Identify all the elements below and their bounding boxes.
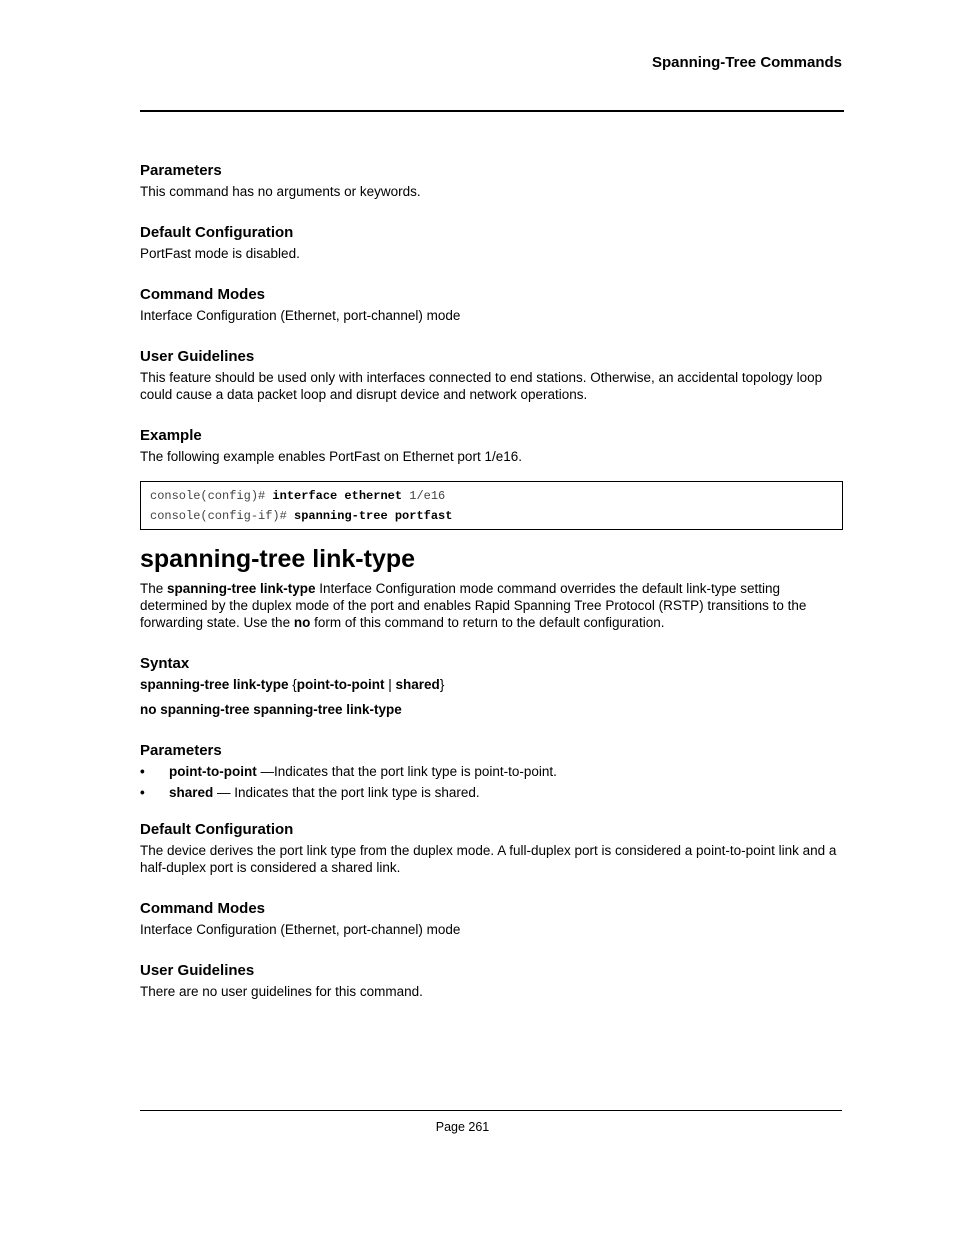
section-heading: Example bbox=[140, 427, 202, 444]
parameter-term: point-to-point bbox=[169, 764, 257, 779]
section-heading: Syntax bbox=[140, 655, 190, 672]
syntax-option: point-to-point bbox=[296, 677, 385, 692]
syntax-brace: } bbox=[439, 677, 445, 692]
parameter-desc: —Indicates that the port link type is point-to-point. bbox=[256, 764, 557, 779]
section-heading: Default Configuration bbox=[140, 224, 294, 241]
section-heading: Parameters bbox=[140, 162, 222, 179]
section-heading: Parameters bbox=[140, 742, 222, 759]
portfast-default-section bbox=[140, 224, 843, 262]
code-prompt: console(config-if)# bbox=[150, 509, 295, 523]
section-heading: User Guidelines bbox=[140, 348, 255, 365]
syntax-line bbox=[140, 676, 843, 693]
syntax-section bbox=[140, 655, 843, 718]
section-text: The following example enables PortFast on Ethernet port 1/e16. bbox=[140, 449, 522, 464]
intro-text: form of this command to return to the default configuration. bbox=[310, 615, 665, 630]
section-text: This feature should be used only with interfaces connected to end stations. Otherwise, an accidental topology loop could cause a data packet loop and disrupt device and network operations. bbox=[140, 370, 823, 402]
bullet-icon: • bbox=[140, 785, 145, 800]
section-text: Interface Configuration (Ethernet, port-channel) mode bbox=[140, 308, 461, 323]
linktype-guidelines-section bbox=[140, 962, 843, 1000]
command-title: spanning-tree link-type bbox=[140, 545, 416, 573]
syntax-separator: | bbox=[384, 677, 396, 692]
intro-text: The bbox=[140, 581, 168, 596]
section-heading: Default Configuration bbox=[140, 821, 294, 838]
syntax-option: shared bbox=[395, 677, 440, 692]
code-line bbox=[150, 506, 833, 526]
portfast-parameters-section bbox=[140, 162, 843, 200]
parameter-list bbox=[140, 763, 843, 801]
code-command: interface ethernet bbox=[272, 489, 403, 503]
section-heading: Command Modes bbox=[140, 286, 266, 303]
syntax-command: spanning-tree link-type bbox=[140, 677, 289, 692]
linktype-modes-section bbox=[140, 900, 843, 938]
header-divider bbox=[140, 110, 844, 112]
command-intro bbox=[140, 580, 843, 631]
code-prompt: console(config)# bbox=[150, 489, 273, 503]
page-content bbox=[140, 162, 843, 1024]
section-heading: User Guidelines bbox=[140, 962, 255, 979]
syntax-no-line: no spanning-tree spanning-tree link-type bbox=[140, 702, 402, 717]
page-number: Page 261 bbox=[435, 1120, 490, 1134]
intro-command: spanning-tree link-type bbox=[167, 581, 316, 596]
section-text: The device derives the port link type from the duplex mode. A full-duplex port is considered a point-to-point link and a half-duplex port is considered a shared link. bbox=[140, 843, 837, 875]
parameter-desc: — Indicates that the port link type is shared. bbox=[213, 785, 480, 800]
parameter-term: shared bbox=[169, 785, 214, 800]
intro-no-keyword: no bbox=[293, 615, 311, 630]
bullet-icon: • bbox=[140, 764, 145, 779]
code-line bbox=[150, 486, 833, 506]
section-heading: Command Modes bbox=[140, 900, 266, 917]
section-text: Interface Configuration (Ethernet, port-channel) mode bbox=[140, 922, 461, 937]
page-header-title: Spanning-Tree Commands bbox=[651, 54, 842, 71]
section-text: This command has no arguments or keywords. bbox=[140, 184, 421, 199]
list-item bbox=[140, 784, 843, 801]
syntax-brace: { bbox=[288, 677, 297, 692]
code-example-box bbox=[140, 481, 843, 530]
portfast-example-section bbox=[140, 427, 843, 530]
portfast-guidelines-section bbox=[140, 348, 843, 403]
linktype-default-section bbox=[140, 821, 843, 876]
intro-text: Interface Configuration mode command overrides the default link-type setting determined by the duplex mode of the port and enables Rapid Spanning Tree Protocol (RSTP) transitions to the forwarding state. Use the bbox=[140, 581, 807, 630]
footer-divider bbox=[140, 1110, 842, 1111]
section-text: PortFast mode is disabled. bbox=[140, 246, 300, 261]
linktype-parameters-section bbox=[140, 742, 843, 801]
portfast-modes-section bbox=[140, 286, 843, 324]
code-command: spanning-tree portfast bbox=[294, 509, 453, 523]
list-item bbox=[140, 763, 843, 780]
code-argument: 1/e16 bbox=[402, 489, 446, 503]
section-text: There are no user guidelines for this command. bbox=[140, 984, 423, 999]
